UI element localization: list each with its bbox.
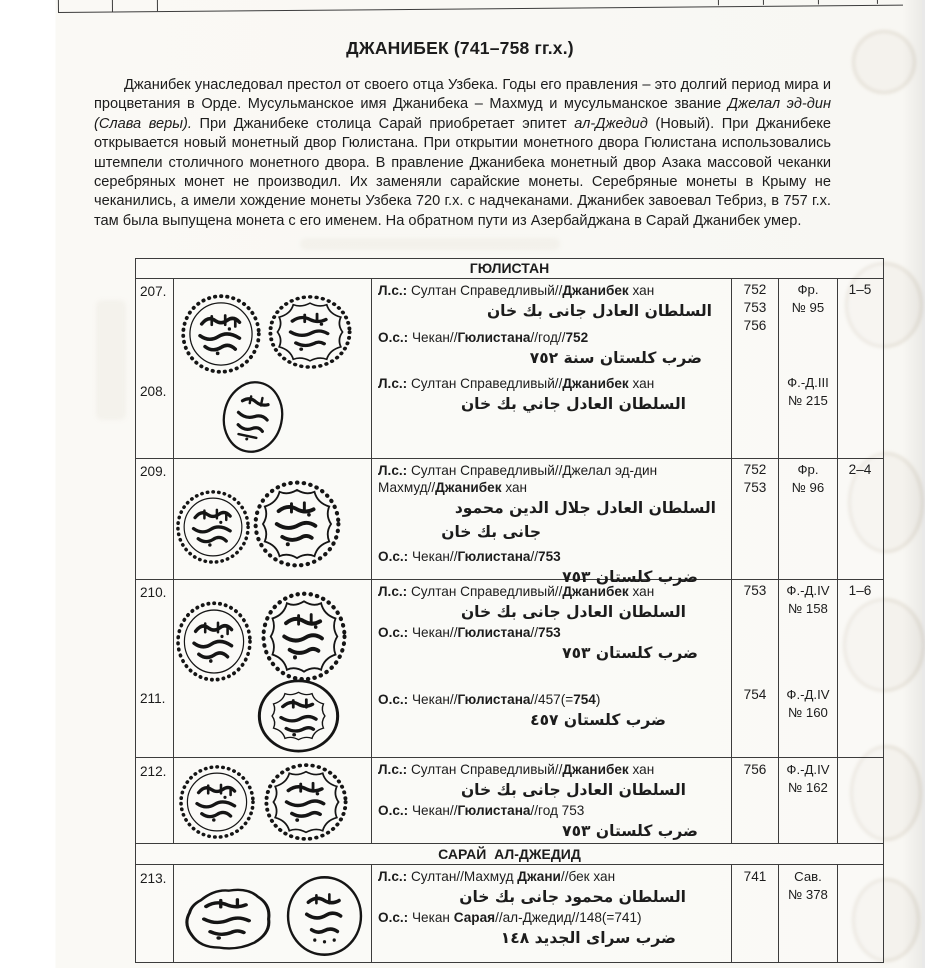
legend-description-cell: Л.с.: Султан//Махмуд Джани//бек хан السلطان محمود جانى بك خان О.с.: Чекан Сарая//ал-Джедид//148(=741) ضرب سراى الجديد ١٤٨ (371, 865, 731, 962)
year-cell: 756 (731, 758, 778, 843)
legend-description-cell: Л.с.: Султан Справедливый//Джанибек хан السلطان العادل جانى بك خان О.с.: Чекан//Гюлистана//год//752 ضرب كلستان سنة ٧٥٢ Л.с.: Султан Справедливый//Джанибек хан السلطان العادل جاني بك خان (371, 279, 731, 458)
remnant-line (58, 5, 903, 14)
remnant-line (718, 0, 719, 5)
coin-obverse-image (177, 763, 257, 841)
table-row-212 (136, 758, 883, 844)
entry-number-cell: 209. (140, 464, 167, 479)
coin-images-cell (173, 459, 371, 579)
year-cell: 753 754 (731, 580, 778, 757)
count-value: 2–4 (848, 462, 872, 477)
coin-obverse-image (175, 878, 279, 957)
coin-reverse-image (284, 873, 365, 959)
bleed-through-artifact (96, 300, 126, 420)
reference-cell: Ф.-Д.IV № 158 Ф.-Д.IV № 160 (778, 580, 837, 757)
coin-obverse-image (174, 488, 252, 566)
year-cell: 752 753 756 (731, 279, 778, 458)
coin-images-cell (173, 279, 371, 458)
table-row-209 (136, 459, 883, 586)
intro-paragraph: Джанибек унаследовал престол от своего отца Узбека. Годы его правления – это долгий период мира и процветания в Орде. Мусульманское имя Джанибека – Махмуд и мусульманское звание Джелал эд-дин (Слава веры). При Джанибеке столица Сарай приобретает эпитет ал-Джедид (Новый). При Джанибеке открывается новый монетный двор Гюлистана. При открытии монетного двора Гюлистана использовались штемпели столичного монетного двора. В правление Джанибека монетный двор Азака массовой чеканки серебряных монет не производил. Их заменяли сарайские монеты. Серебряные монеты в Крыму не чеканились, а имели хождение монеты Узбека 720 г.х. с надчеканами. Джанибек завоевал Тебриз, в 757 г.х. там была выпущена монета с его именем. На обратном пути из Азербайджана в Сарай Джанибек умер. (94, 77, 831, 229)
count-value: 1–6 (848, 583, 872, 598)
entry-number-cell: 210. 211. (140, 585, 167, 706)
table-row-213 (136, 865, 883, 962)
entry-number-cell: 212. (140, 764, 167, 779)
remnant-line (157, 0, 158, 11)
coin-reverse-image (266, 293, 354, 371)
reference-cell: Сав. № 378 (778, 865, 837, 962)
count-cell (837, 865, 882, 962)
reference-cell: Фр. № 95 Ф.-Д.III № 215 (778, 279, 837, 458)
reference-cell: Ф.-Д.IV № 162 (778, 758, 837, 843)
count-cell (837, 459, 882, 579)
page-title: ДЖАНИБЕК (741–758 гг.х.) (346, 38, 574, 58)
coin-images-cell (173, 865, 371, 962)
coin-reverse-image (255, 677, 342, 755)
legend-description-cell: Л.с.: Султан Справедливый//Джанибек хан السلطان العادل جانى بك خان О.с.: Чекан//Гюлистана//год 753 ضرب كلستان ٧٥٣ (371, 758, 731, 843)
catalog-table (135, 258, 884, 963)
coin-reverse-image (262, 761, 350, 843)
section-header-sarai-al-jadid: САРАЙ АЛ-ДЖЕДИД (136, 844, 883, 865)
table-row-210-211 (136, 580, 883, 758)
count-cell (837, 580, 882, 757)
table-row-207-208 (136, 279, 883, 459)
count-value: 1–5 (848, 282, 872, 297)
coin-obverse-image (179, 292, 263, 376)
count-cell (837, 758, 882, 843)
legend-description-cell: Л.с.: Султан Справедливый//Джелал эд-дин Махмуд//Джанибек хан السلطان العادل جلال الدين محمود جانى بك خان О.с.: Чекан//Гюлистана//753 ضرب كلستان ٧٥٣ (371, 459, 731, 579)
remnant-line (818, 0, 819, 4)
count-cell (837, 279, 882, 458)
entry-number-cell: 207. 208. (140, 284, 167, 399)
remnant-line (877, 0, 878, 4)
coin-reverse-image (251, 478, 343, 570)
remnant-line (58, 0, 59, 12)
year-cell: 752 753 (731, 459, 778, 579)
remnant-line (763, 0, 764, 5)
section-header-gulistan: ГЮЛИСТАН (136, 259, 883, 279)
remnant-line (112, 0, 113, 12)
bleed-through-artifact (300, 238, 560, 250)
year-cell: 741 (731, 865, 778, 962)
coin-obverse-image (174, 599, 254, 684)
reference-cell: Фр. № 96 (778, 459, 837, 579)
previous-table-remnant (0, 0, 922, 21)
coin-obverse-image (208, 372, 298, 462)
coin-images-cell (173, 580, 371, 757)
coin-reverse-image (259, 589, 349, 684)
scan-edge-shadow (902, 0, 922, 968)
legend-description-cell: Л.с.: Султан Справедливый//Джанибек хан السلطان العادل جانى بك خان О.с.: Чекан//Гюлистана//753 ضرب كلستان ٧٥٣ О.с.: Чекан//Гюлистана//457(=754) ضرب كلستان ٤٥٧ (371, 580, 731, 757)
coin-images-cell (173, 758, 371, 843)
entry-number-cell: 213. (140, 871, 167, 886)
